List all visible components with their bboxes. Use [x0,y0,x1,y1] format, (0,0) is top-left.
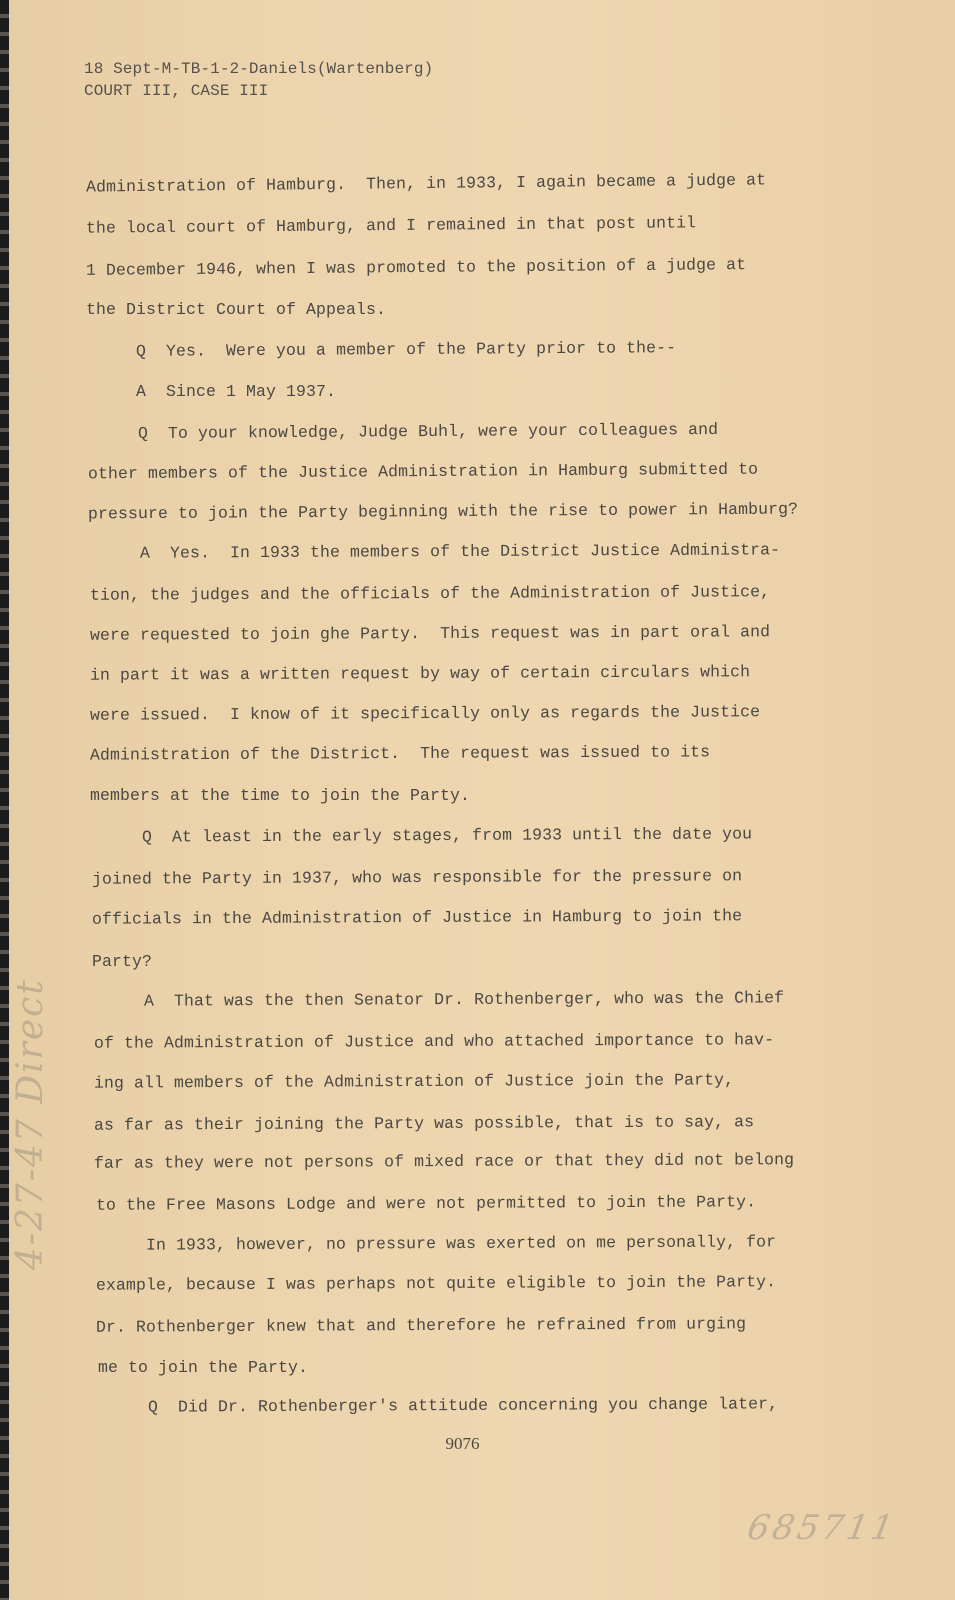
text-line: to the Free Masons Lodge and were not permitted to join the Party. [95,1192,757,1215]
text-line: other members of the Justice Administration in Hamburg submitted to [87,459,759,484]
question-line: Q To your knowledge, Judge Buhl, were your colleagues and [137,419,719,444]
header-line-1: 18 Sept-M-TB-1-2-Daniels(Wartenberg) [84,60,434,78]
text-line: members at the time to join the Party. [90,786,471,805]
header-line-2: COURT III, CASE III [84,82,269,100]
text-line: In 1933, however, no pressure was exerted on me personally, for [145,1232,777,1255]
text-line: were issued. I know of it specifically only as regards the Justice [89,702,761,725]
text-line: the District Court of Appeals. [86,300,387,319]
handwritten-stamp-number: 685711 [744,1508,900,1548]
text-line: of the Administration of Justice and who attached importance to hav- [93,1030,775,1053]
text-line: far as they were not persons of mixed race or that they did not belong [93,1150,795,1173]
question-line: Q Yes. Were you a member of the Party prior to the-- [135,338,677,361]
answer-line: A Since 1 May 1937. [136,382,337,401]
text-line: Party? [92,952,153,971]
scan-edge [0,0,9,1600]
text-line: Administration of Hamburg. Then, in 1933, I again became a judge at [85,170,767,197]
text-line: the local court of Hamburg, and I remained in that post until [85,213,697,238]
text-line: Administration of the District. The request was issued to its [89,742,711,765]
text-line: in part it was a written request by way of certain circulars which [89,662,751,685]
text-line: ing all members of the Administration of Justice join the Party, [93,1070,735,1093]
text-line: tion, the judges and the officials of the Administration of Justice, [89,582,771,605]
text-line: pressure to join the Party beginning with the rise to power in Hamburg? [87,499,799,524]
question-line: Q Did Dr. Rothenberger's attitude concerning you change later, [147,1394,779,1417]
text-line: officials in the Administration of Justice in Hamburg to join the [91,906,743,929]
text-line: 1 December 1946, when I was promoted to the position of a judge at [85,255,747,280]
handwritten-margin-note: 4-27-47 Direct [10,978,51,1270]
text-line: joined the Party in 1937, who was responsible for the pressure on [91,866,743,889]
text-line: as far as their joining the Party was possible, that is to say, as [93,1112,755,1135]
page-number: 9076 [445,1434,480,1453]
text-line: Dr. Rothenberger knew that and therefore he refrained from urging [95,1314,747,1337]
text-line: were requested to join ghe Party. This request was in part oral and [89,622,771,645]
answer-line: A Yes. In 1933 the members of the District Justice Administra- [139,540,781,563]
text-line: me to join the Party. [98,1358,309,1377]
text-line: example, because I was perhaps not quite eligible to join the Party. [95,1272,777,1295]
answer-line: A That was the then Senator Dr. Rothenberger, who was the Chief [143,988,785,1011]
question-line: Q At least in the early stages, from 1933 until the date you [141,824,753,847]
